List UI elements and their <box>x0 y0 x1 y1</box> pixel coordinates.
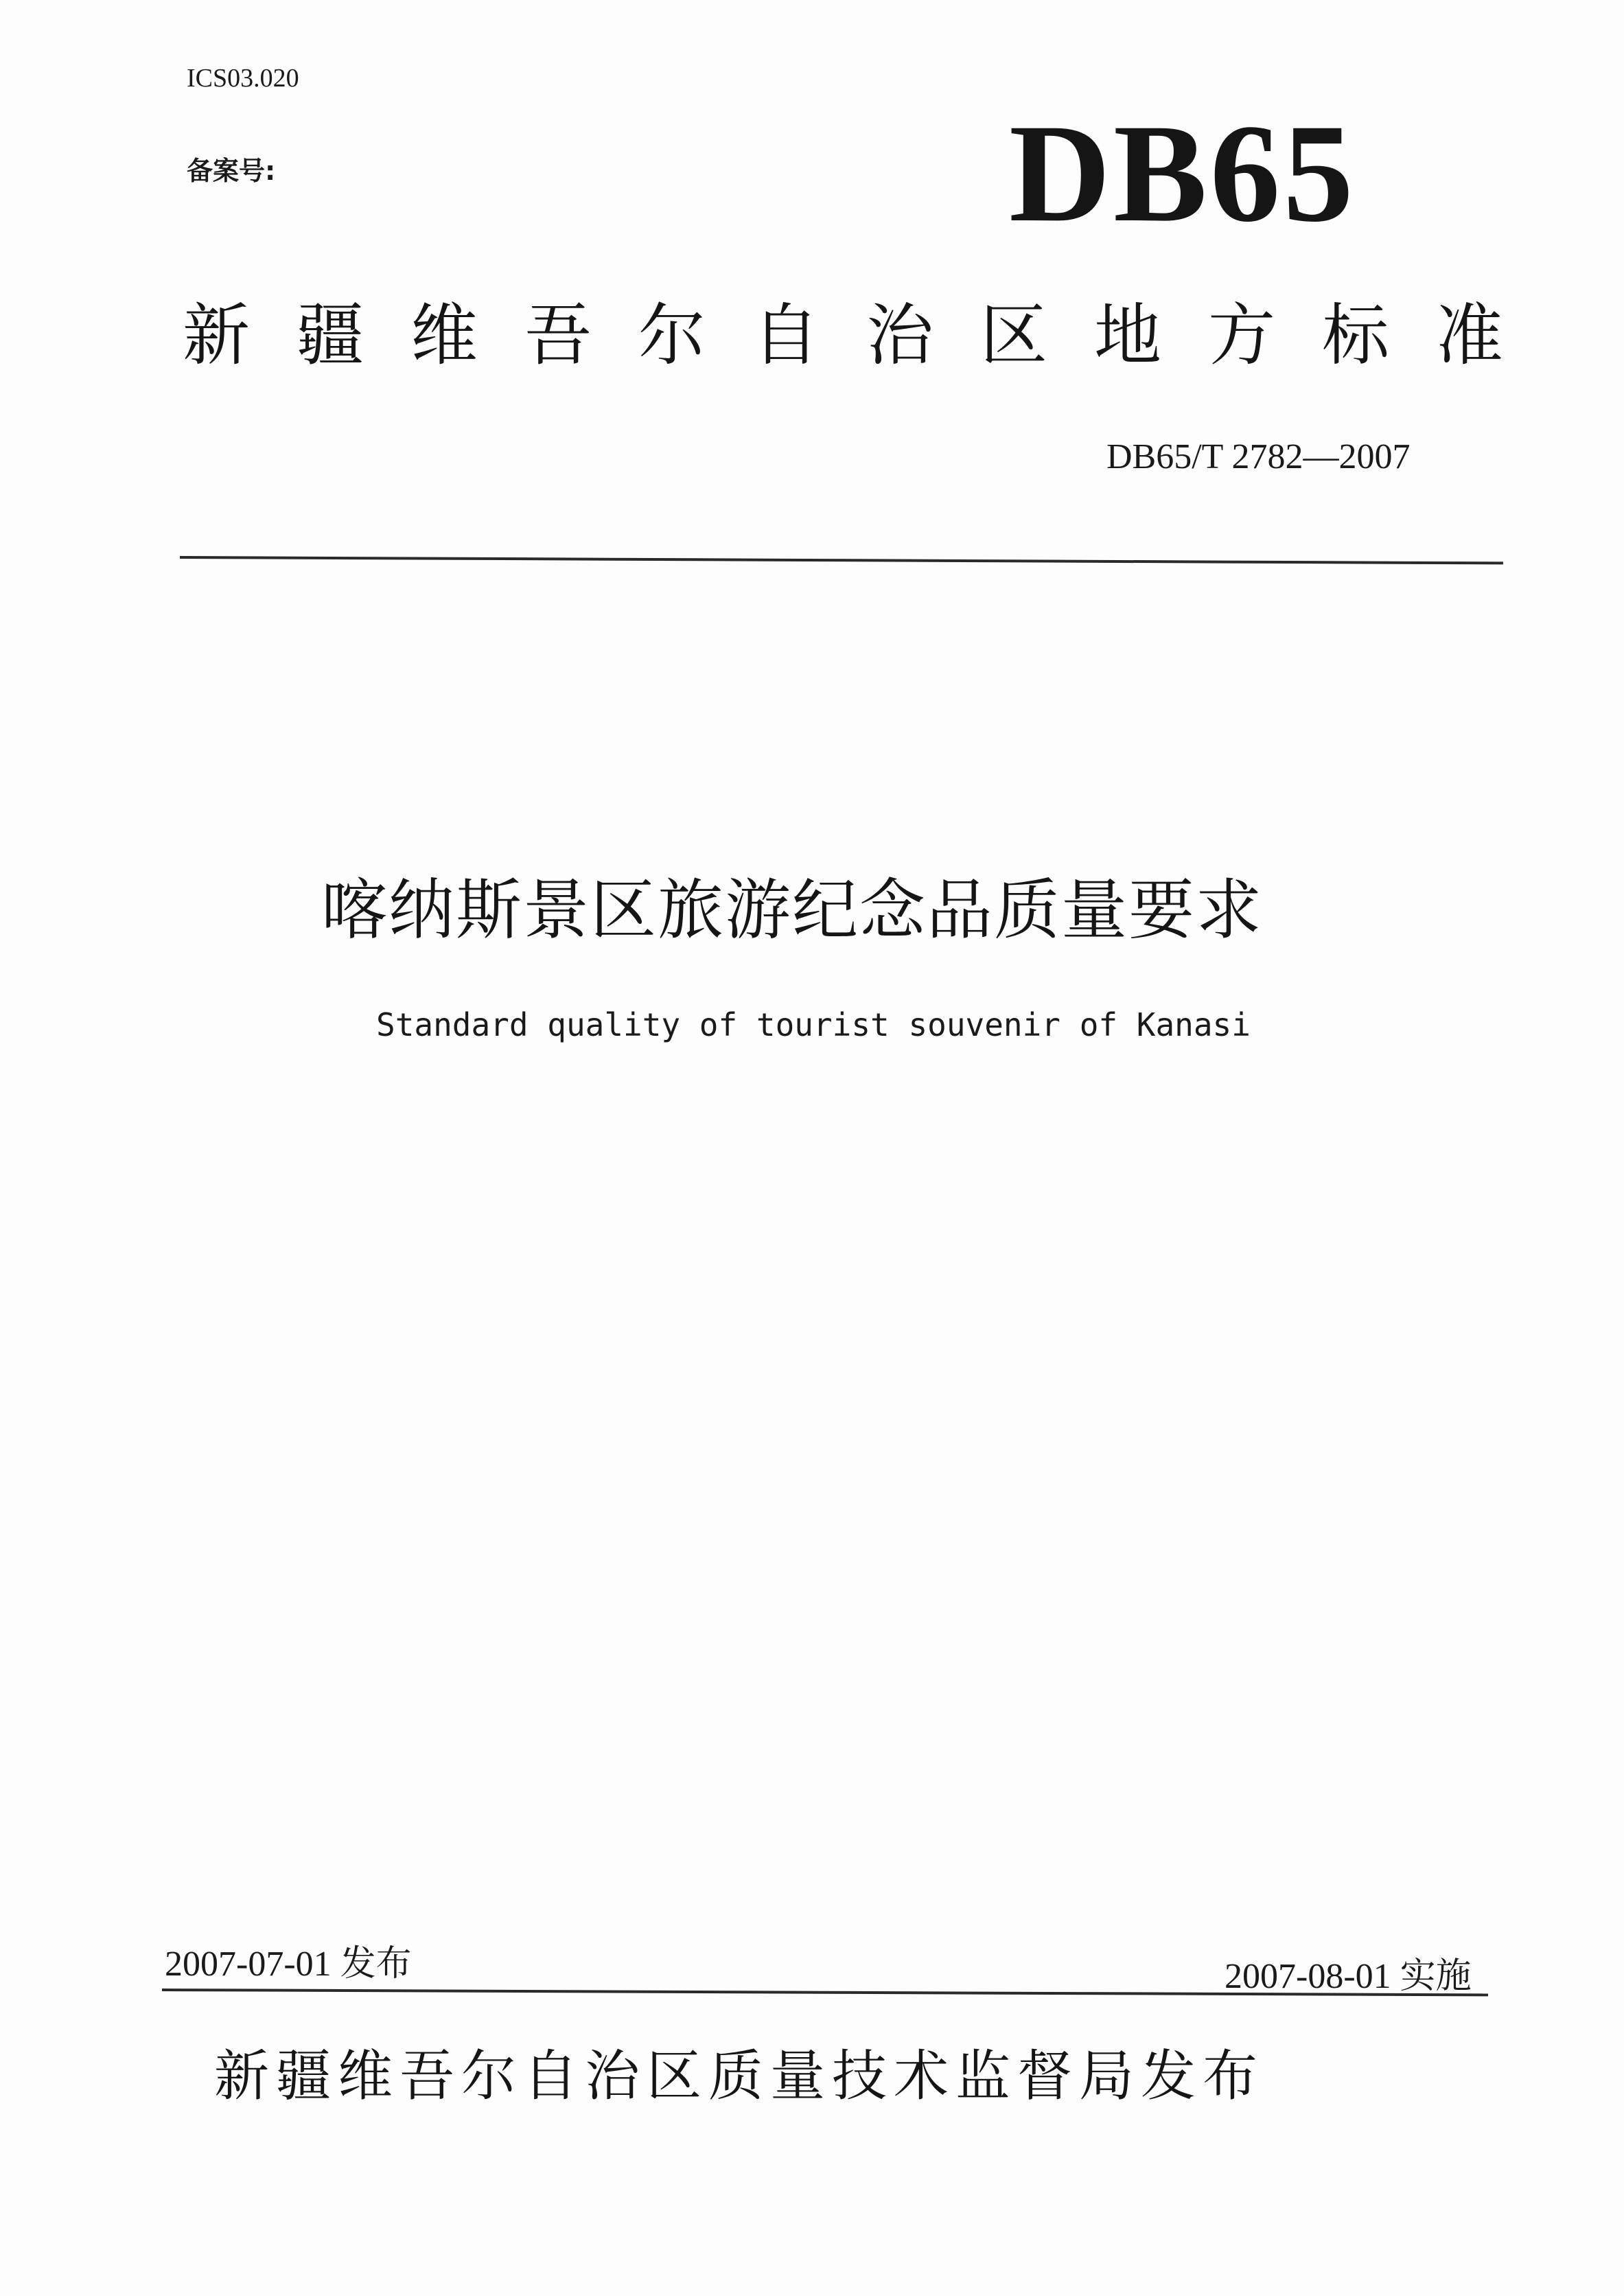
implementation-date: 2007-08-01 实施 <box>1225 1957 1472 1996</box>
issue-date: 2007-07-01 发布 <box>165 1945 412 1984</box>
document-title-chinese: 喀纳斯景区旅游纪念品质量要求 <box>321 872 1263 949</box>
issuing-authority: 新疆维吾尔自治区质量技术监督局发布 <box>214 2044 1264 2108</box>
document-title-english: Standard quality of tourist souvenir of Kanasi <box>376 1006 1251 1043</box>
filing-number-label: 备案号: <box>187 156 276 186</box>
top-divider <box>180 556 1503 564</box>
db-code-logo: DB65 <box>1009 95 1356 251</box>
ics-code: ICS03.020 <box>187 64 299 93</box>
standard-number: DB65/T 2782—2007 <box>1106 437 1411 476</box>
standard-type-heading: 新疆维吾尔自治区地方标准 <box>183 297 1551 375</box>
